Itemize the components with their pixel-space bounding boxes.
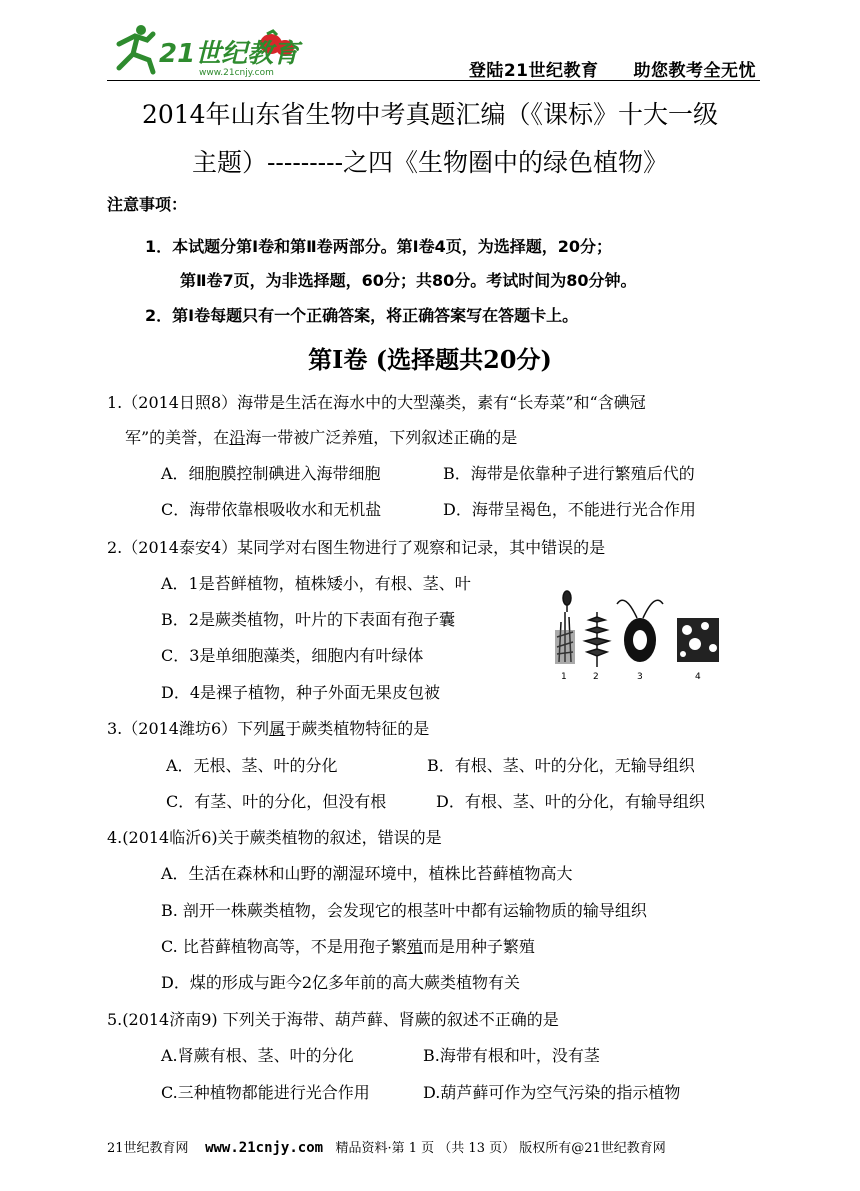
- q1-option-a: A．细胞膜控制碘进入海带细胞: [161, 464, 381, 483]
- footer-site: 21世纪教育网: [107, 1141, 189, 1156]
- q3-stem-pre: 3.（2014潍坊6）下列: [107, 719, 270, 738]
- q4-option-c: [161, 934, 535, 957]
- q1-option-d: D．海带呈褐色，不能进行光合作用: [443, 500, 696, 519]
- fern-plant-icon: [585, 612, 609, 667]
- q4-option-b: B. 剖开一株蕨类植物，会发现它的根茎叶中都有运输物质的输导组织: [161, 901, 647, 920]
- q4-option-c-pre: C. 比苔藓植物高等，不是用孢子繁: [161, 937, 407, 956]
- q1-option-b: B．海带是依靠种子进行繁殖后代的: [443, 464, 695, 483]
- q1-stem-b-underlined: 沿: [229, 428, 246, 447]
- q4-option-c-post: 而是用种子繁殖: [422, 937, 535, 956]
- q1-stem-b: [125, 425, 517, 448]
- q3-option-b: B．有根、茎、叶的分化，无输导组织: [427, 756, 695, 775]
- q2-option-d: D．4是裸子植物，种子外面无果皮包被: [161, 683, 441, 702]
- doc-title-line1: 2014年山东省生物中考真题汇编（《课标》十大一级: [141, 100, 719, 129]
- site-logo: [107, 22, 307, 80]
- footer-url: www.21cnjy.com: [205, 1140, 324, 1156]
- q4-option-d: D．煤的形成与距今2亿多年前的高大蕨类植物有关: [161, 973, 521, 992]
- q2-option-b: B．2是蕨类植物，叶片的下表面有孢子囊: [161, 610, 455, 629]
- figure-label-3: 3: [637, 672, 643, 682]
- notice-heading: 注意事项：: [107, 195, 188, 214]
- q5-option-d: D.葫芦藓可作为空气污染的指示植物: [423, 1083, 681, 1102]
- slogan-left: 登陆21世纪教育: [468, 61, 599, 81]
- q1-stem-b-post: 海一带被广泛养殖，下列叙述正确的是: [245, 428, 518, 447]
- q1-option-c: C．海带依靠根吸收水和无机盐: [161, 500, 382, 519]
- q5-option-a: A.肾蕨有根、茎、叶的分化: [161, 1046, 354, 1065]
- alga-cell-icon: [617, 600, 663, 662]
- header-slogan: [469, 56, 756, 81]
- q4-stem: 4.(2014临沂6)关于蕨类植物的叙述，错误的是: [107, 828, 442, 847]
- notice-item-1a: 1．本试题分第Ⅰ卷和第Ⅱ卷两部分。第Ⅰ卷4页，为选择题，20分；: [145, 237, 612, 256]
- q3-option-d: D．有根、茎、叶的分化，有输导组织: [436, 792, 705, 811]
- q2-option-a: A．1是苔鲜植物，植株矮小，有根、茎、叶: [161, 574, 471, 593]
- logo-text: 21世纪教育: [159, 39, 300, 69]
- q1-stem-b-pre: 军”的美誉，在: [125, 428, 230, 447]
- q5-option-c: C.三种植物都能进行光合作用: [161, 1083, 370, 1102]
- notice-item-1b: 第Ⅱ卷7页，为非选择题，60分；共80分。考试时间为80分钟。: [180, 271, 637, 290]
- q1-stem-a: 1.（2014日照8）海带是生活在海水中的大型藻类，素有“长寿菜”和“含碘冠: [107, 393, 646, 412]
- q4-option-a: A．生活在森林和山野的潮湿环境中，植株比苔藓植物高大: [161, 864, 573, 883]
- page-header: [107, 22, 760, 84]
- moss-plant-icon: [555, 591, 575, 664]
- notice-item-2: 2．第Ⅰ卷每题只有一个正确答案，将正确答案写在答题卡上。: [145, 306, 579, 325]
- figure-label-1: 1: [561, 672, 567, 682]
- q3-stem-post: 于蕨类植物特征的是: [285, 719, 430, 738]
- q5-option-b: B.海带有根和叶，没有茎: [423, 1046, 600, 1065]
- section-title: 第Ⅰ卷 (选择题共20分): [308, 345, 552, 374]
- q3-option-c: C．有茎、叶的分化，但没有根: [166, 792, 387, 811]
- header-divider: [107, 80, 760, 81]
- q3-stem-underlined: 属: [269, 719, 286, 738]
- slogan-right: 助您教考全无忧: [633, 61, 756, 81]
- q4-option-c-underlined: 殖: [406, 937, 423, 956]
- runner-icon: [119, 25, 153, 72]
- figure-label-2: 2: [593, 672, 599, 682]
- figure-label-4: 4: [695, 672, 701, 682]
- gymnosperm-icon: [677, 618, 719, 662]
- footer-info: 精品资料·第 1 页 （共 13 页） 版权所有@21世纪教育网: [335, 1141, 666, 1156]
- plant-figure: [545, 582, 745, 682]
- q3-stem: [107, 716, 429, 739]
- q5-stem: 5.(2014济南9) 下列关于海带、葫芦藓、肾蕨的叙述不正确的是: [107, 1010, 559, 1029]
- doc-title-line2: 主题）---------之四《生物圈中的绿色植物》: [191, 148, 669, 177]
- page-footer: [107, 1137, 760, 1156]
- q2-stem: 2.（2014泰安4）某同学对右图生物进行了观察和记录，其中错误的是: [107, 538, 606, 557]
- logo-url: www.21cnjy.com: [199, 68, 274, 78]
- q2-option-c: C．3是单细胞藻类，细胞内有叶绿体: [161, 646, 424, 665]
- q3-option-a: A．无根、茎、叶的分化: [166, 756, 338, 775]
